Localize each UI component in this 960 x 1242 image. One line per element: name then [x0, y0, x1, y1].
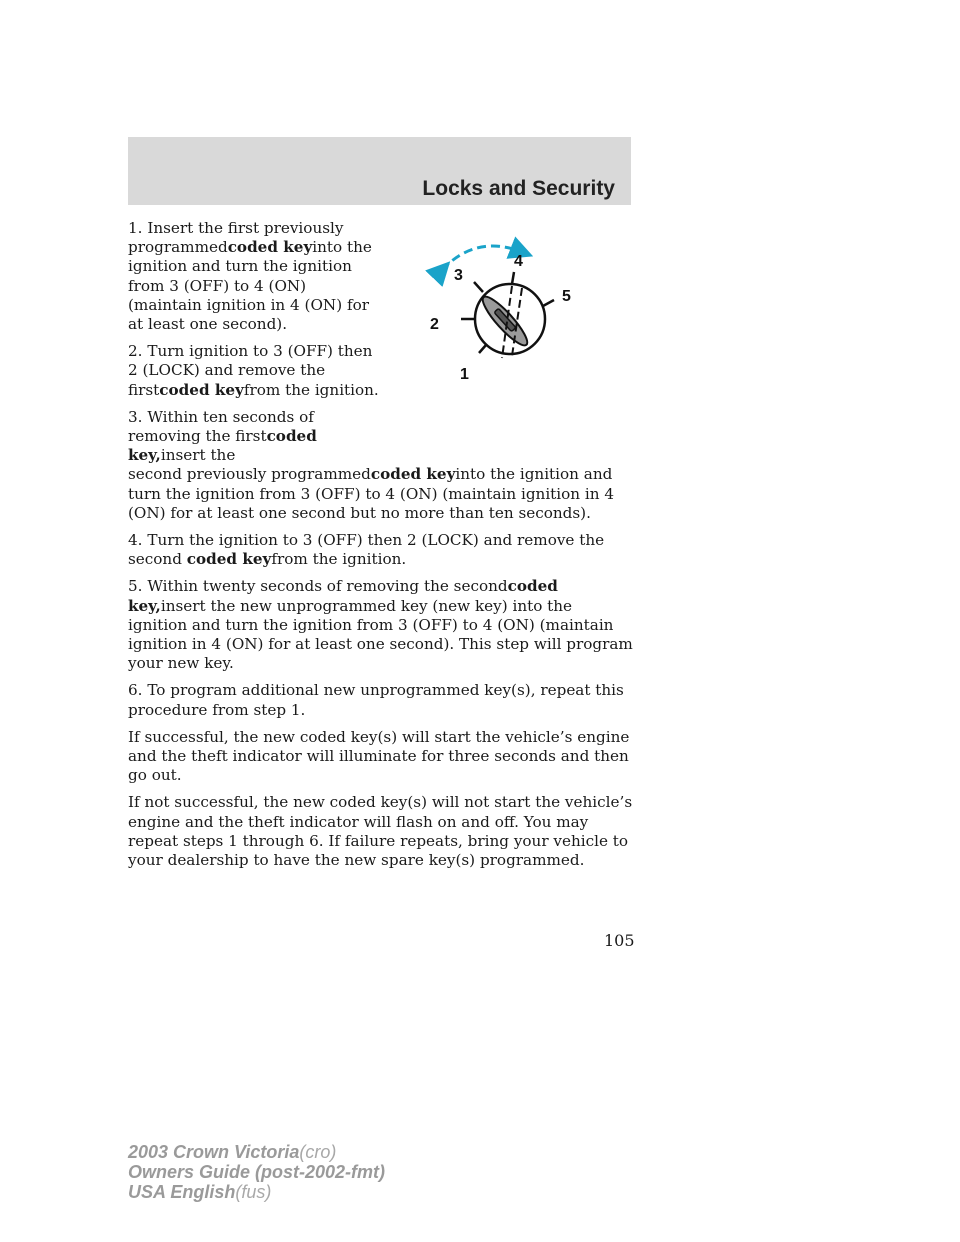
- body-text: [128, 219, 633, 878]
- position-label-2: 2: [430, 316, 439, 333]
- step-5: 5. Within twenty seconds of removing the secondcoded key,insert the new unprogrammed key (new key) into the ignition and turn the ignition from 3 (OFF) to 4 (ON) (maintain ignition in 4 (ON) for at least one second). This step will program your new key.: [128, 577, 633, 673]
- step-6: 6. To program additional new unprogrammed key(s), repeat this procedure from step 1.: [128, 681, 624, 719]
- page-number: 105: [604, 931, 635, 950]
- failure-paragraph: If not successful, the new coded key(s) will not start the vehicle’s engine and the theft indicator will flash on and off. You may repeat steps 1 through 6. If failure repeats, bring your vehicle to your dealership to have the new spare key(s) programmed.: [128, 793, 633, 870]
- step-3: 3. Within ten seconds of removing the firstcoded key,insert the second previously programmedcoded keyinto the ignition and turn the ignition from 3 (OFF) to 4 (ON) (maintain ignition in 4 (ON) for at least one second but no more than ten seconds).: [128, 407, 615, 522]
- section-header: [128, 137, 631, 205]
- step-4: 4. Turn the ignition to 3 (OFF) then 2 (LOCK) and remove the second coded keyfrom the ignition.: [128, 531, 605, 569]
- position-label-5: 5: [562, 288, 571, 305]
- position-label-4: 4: [514, 253, 523, 270]
- footer-line-guide: Owners Guide (post-2002-fmt): [128, 1162, 386, 1182]
- position-label-3: 3: [454, 267, 463, 284]
- footer-line-language: USA English(fus): [128, 1182, 272, 1202]
- footer-line-model: 2003 Crown Victoria(cro): [128, 1142, 337, 1162]
- position-label-1: 1: [460, 366, 469, 383]
- section-title: Locks and Security: [422, 177, 615, 200]
- step-1: 1. Insert the first previously programmedcoded keyinto the ignition and turn the ignition from 3 (OFF) to 4 (ON) (maintain ignition in 4 (ON) for at least one second).: [128, 219, 372, 334]
- footer-edition-info: [128, 1142, 385, 1202]
- step-2: 2. Turn ignition to 3 (OFF) then 2 (LOCK) and remove the firstcoded keyfrom the ignition.: [128, 342, 379, 399]
- step-3-lead: 3. Within ten seconds of removing the firstcoded key,insert the: [128, 407, 317, 465]
- success-paragraph: If successful, the new coded key(s) will start the vehicle’s engine and the theft indicator will illuminate for three seconds and then go out.: [128, 727, 630, 785]
